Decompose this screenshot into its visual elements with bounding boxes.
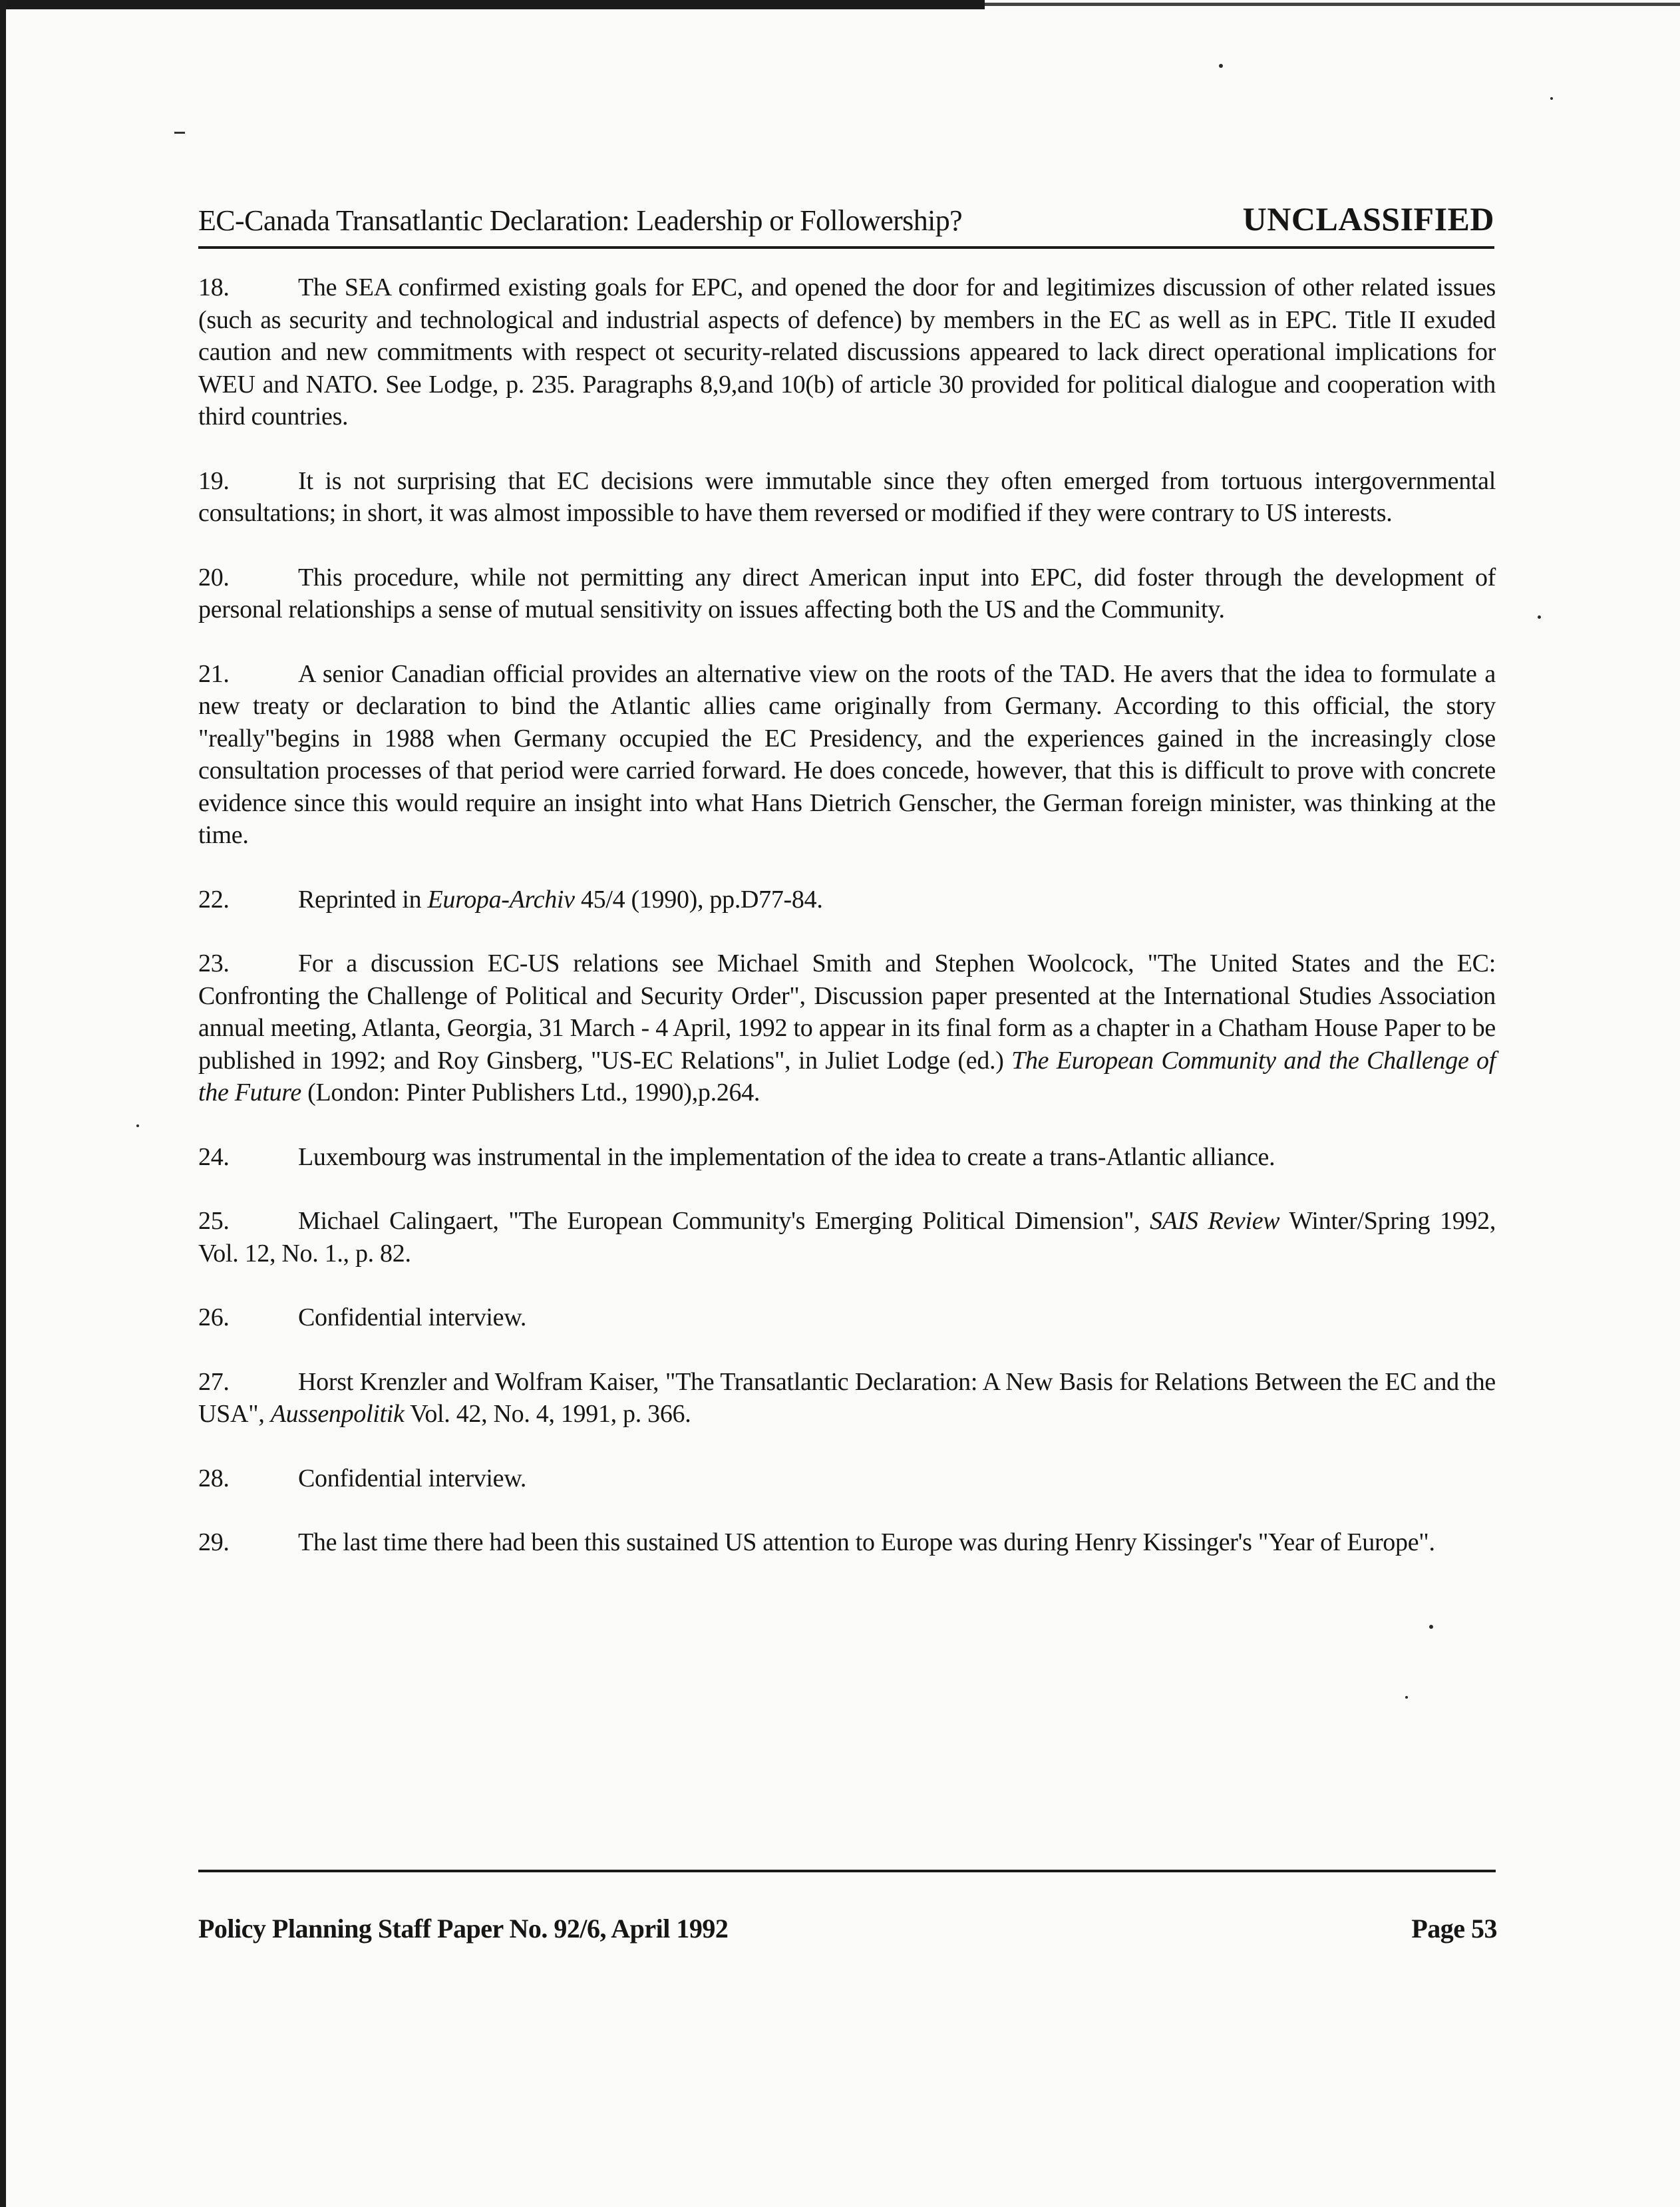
endnote-italic-title: Europa-Archiv	[427, 885, 575, 914]
scan-speck	[1429, 1625, 1433, 1629]
endnote	[198, 658, 1496, 852]
endnote-text-after: 45/4 (1990), pp.D77-84.	[574, 885, 823, 914]
endnote	[198, 562, 1496, 626]
scan-edge-top	[0, 0, 985, 9]
scan-speck	[136, 1124, 139, 1127]
endnote	[198, 947, 1496, 1109]
endnote	[198, 884, 1496, 916]
scan-edge-top-thin	[985, 3, 1680, 6]
endnote-text-after: Vol. 42, No. 4, 1991, p. 366.	[404, 1400, 691, 1428]
endnote	[198, 1205, 1496, 1270]
endnote-number: 27.	[198, 1367, 230, 1396]
endnote-text: Michael Calingaert, "The European Community's Emerging Political Dimension",	[298, 1207, 1150, 1235]
endnote-number: 19.	[198, 466, 230, 495]
endnote-number: 29.	[198, 1528, 230, 1556]
endnote-number: 18.	[198, 273, 230, 301]
endnote-text: Horst Krenzler and Wolfram Kaiser, "The Transatlantic Declaration: A New Basis for Relations Between the EC and the USA",	[198, 1367, 1496, 1428]
endnote-text: The last time there had been this sustained US attention to Europe was during Henry Kissinger's "Year of Europe".	[298, 1528, 1435, 1556]
endnote-italic-title: The European Community and the Challenge of the Future	[198, 1046, 1496, 1106]
endnote-text: The SEA confirmed existing goals for EPC, and opened the door for and legitimizes discussion of other related issues (such as security and technological and industrial aspects of defence) by members in the EC as well as in EPC. Title II exuded caution and new commitments with respect ot security-related discussions appeared to lack direct operational implications for WEU and NATO. See Lodge, p. 235. Paragraphs 8,9,and 10(b) of article 30 provided for political dialogue and cooperation with third countries.	[198, 273, 1496, 430]
endnote-text-after: (London: Pinter Publishers Ltd., 1990),p.264.	[301, 1079, 760, 1106]
endnote-number: 22.	[198, 885, 230, 914]
endnote	[198, 1141, 1496, 1174]
endnote-number: 20.	[198, 563, 230, 592]
endnote-text: It is not surprising that EC decisions were immutable since they often emerged from tortuous intergovernmental consultations; in short, it was almost impossible to have them reversed or modified if they were contrary to US interests.	[198, 466, 1496, 527]
endnotes	[198, 271, 1496, 1591]
footer-rule	[198, 1870, 1496, 1872]
endnote-number: 25.	[198, 1207, 230, 1235]
endnote	[198, 271, 1496, 433]
footer-series: Policy Planning Staff Paper No. 92/6, April 1992	[198, 1914, 729, 1944]
endnote-number: 26.	[198, 1303, 230, 1331]
endnote-text: A senior Canadian official provides an alternative view on the roots of the TAD. He avers that the idea to formulate a new treaty or declaration to bind the Atlantic allies came originally from Germany. According to this official, the story "really"begins in 1988 when Germany occupied the EC Presidency, and the experiences gained in the increasingly close consultation processes of that period were carried forward. He does concede, however, that this is difficult to prove with concrete evidence since this would require an insight into what Hans Dietrich Genscher, the German foreign minister, was thinking at the time.	[198, 659, 1496, 849]
endnote-number: 21.	[198, 659, 230, 688]
scan-speck	[1550, 97, 1553, 100]
endnote-number: 23.	[198, 949, 230, 977]
classification-label: UNCLASSIFIED	[1242, 200, 1494, 238]
endnote-number: 28.	[198, 1464, 230, 1492]
endnote-text: Luxembourg was instrumental in the implementation of the idea to create a trans-Atlantic alliance.	[298, 1142, 1275, 1171]
endnote	[198, 1526, 1496, 1559]
header-rule	[198, 246, 1494, 249]
scan-speck	[1538, 615, 1541, 619]
endnote-text: Reprinted in	[298, 885, 428, 914]
endnote	[198, 1301, 1496, 1334]
endnote-text: Confidential interview.	[298, 1303, 527, 1331]
page-number: Page 53	[1411, 1914, 1497, 1944]
scan-speck	[1405, 1696, 1408, 1699]
endnote	[198, 1366, 1496, 1431]
endnote-text: Confidential interview.	[298, 1464, 527, 1492]
scan-speck	[1219, 64, 1223, 68]
endnote-text: For a discussion EC-US relations see Michael Smith and Stephen Woolcock, "The United States and the EC: Confronting the Challenge of Political and Security Order", Discussion paper presented at the International Studies Association annual meeting, Atlanta, Georgia, 31 March - 4 April, 1992 to appear in its final form as a chapter in a Chatham House Paper to be published in 1992; and Roy Ginsberg, "US-EC Relations", in Juliet Lodge (ed.)	[198, 949, 1496, 1075]
endnote-italic-title: Aussenpolitik	[270, 1400, 405, 1428]
scan-edge-left	[0, 0, 6, 2207]
scan-speck	[174, 132, 185, 134]
endnote-text: This procedure, while not permitting any direct American input into EPC, did foster through the development of personal relationships a sense of mutual sensitivity on issues affecting both the US and the Community.	[198, 563, 1496, 623]
endnote-number: 24.	[198, 1142, 230, 1171]
endnote	[198, 465, 1496, 530]
header-title: EC-Canada Transatlantic Declaration: Leadership or Followership?	[198, 204, 963, 237]
endnote	[198, 1462, 1496, 1495]
running-header	[198, 200, 1494, 246]
endnote-text-after: Winter/Spring 1992, Vol. 12, No. 1., p. 82.	[198, 1207, 1496, 1268]
endnote-italic-title: SAIS Review	[1150, 1207, 1280, 1235]
